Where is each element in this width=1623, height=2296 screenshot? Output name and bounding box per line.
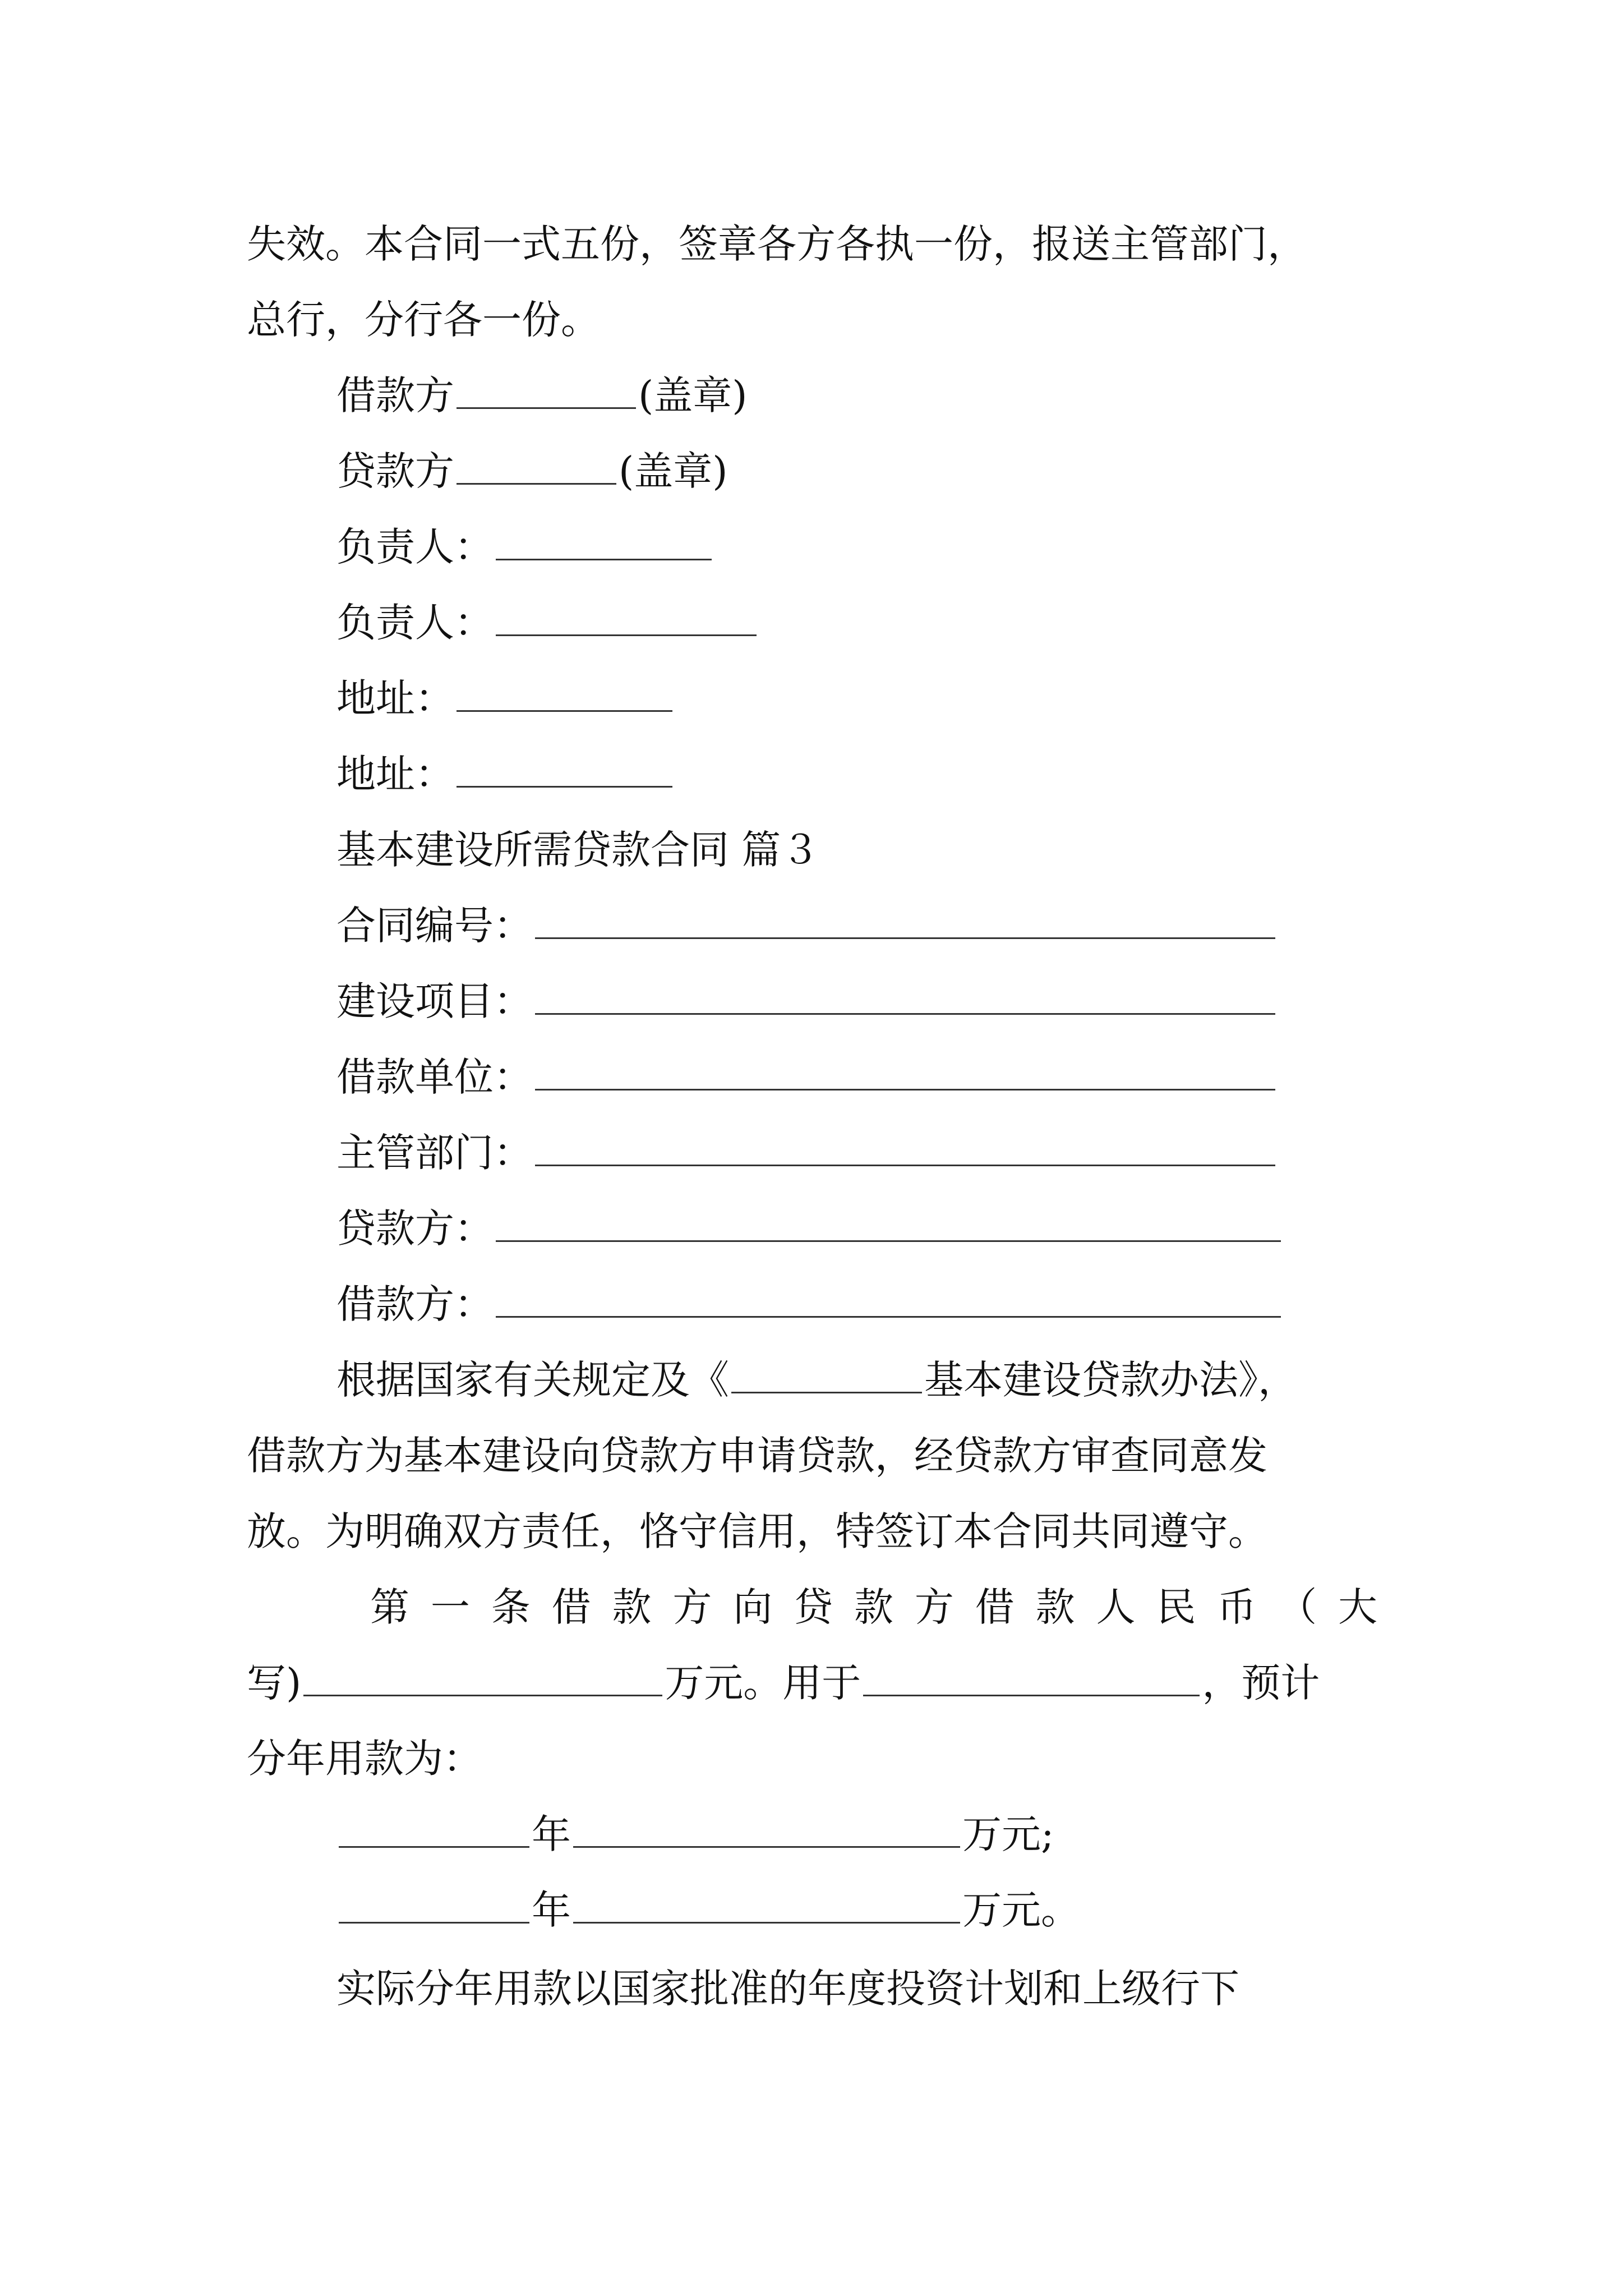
article-1-line-3: 分年用款为： <box>247 1736 482 1782</box>
year-blank-2[interactable] <box>339 1883 529 1924</box>
field-label: 主管部门： <box>336 1130 533 1176</box>
lender-label: 贷款方 <box>336 448 454 494</box>
address-line-2 <box>336 743 675 805</box>
lender-seal-line <box>336 440 728 502</box>
borrower-seal: (盖章) <box>638 372 748 418</box>
year-blank-1[interactable] <box>339 1807 529 1848</box>
address-blank-2[interactable] <box>457 747 672 788</box>
address-label: 地址： <box>336 751 454 797</box>
field-borrowing-unit <box>336 1046 1278 1108</box>
last-line: 实际分年用款以国家批准的年度投资计划和上级行下 <box>336 1966 1239 2012</box>
article-char: 一 <box>430 1584 470 1630</box>
address-line-1 <box>336 668 675 729</box>
lender-seal: (盖章) <box>619 448 728 494</box>
row-end-2: 万元。 <box>962 1887 1080 1933</box>
field-lender <box>336 1198 1283 1259</box>
article-char: 方 <box>914 1584 954 1630</box>
article-char: 第 <box>370 1584 409 1630</box>
borrower-field-blank[interactable] <box>496 1277 1281 1318</box>
field-label: 建设项目： <box>336 978 533 1024</box>
article-char: 款 <box>854 1584 893 1630</box>
article-1-line-2 <box>247 1652 1320 1714</box>
section-heading: 基本建设所需贷款合同 篇３ <box>336 827 820 873</box>
article-char: 人 <box>1096 1584 1136 1630</box>
article-1-line-1 <box>247 1576 1377 1638</box>
preamble-line-2: 借款方为基本建设向贷款方申请贷款，经贷款方审查同意发 <box>247 1433 1267 1479</box>
article-char: 借 <box>551 1584 591 1630</box>
department-blank[interactable] <box>535 1125 1275 1166</box>
field-borrower <box>336 1273 1283 1335</box>
principal-label: 负责人： <box>336 524 494 570</box>
preamble-text-b: 基本建设贷款办法》， <box>924 1357 1297 1403</box>
borrower-label: 借款方 <box>336 372 454 418</box>
closing-line-1: 失效。本合同一式五份，签章各方各执一份，报送主管部门， <box>247 221 1307 267</box>
principal-label: 负责人： <box>336 600 494 646</box>
article-char: 民 <box>1156 1584 1196 1630</box>
field-label: 借款方： <box>336 1281 494 1327</box>
borrowing-unit-blank[interactable] <box>535 1050 1275 1091</box>
field-label: 贷款方： <box>336 1205 494 1251</box>
borrower-blank[interactable] <box>457 368 636 409</box>
address-blank-1[interactable] <box>457 671 672 712</box>
article-text-b: 万元。用于 <box>665 1660 861 1706</box>
article-char: （ <box>1278 1584 1317 1630</box>
closing-line-2: 总行，分行各一份。 <box>247 297 600 343</box>
principal-blank-2[interactable] <box>496 595 757 636</box>
preamble-line-3: 放。为明确双方责任，恪守信用，特签订本合同共同遵守。 <box>247 1508 1267 1554</box>
year-label: 年 <box>532 1887 571 1933</box>
lender-blank[interactable] <box>457 444 616 485</box>
address-label: 地址： <box>336 675 454 721</box>
amount-blank[interactable] <box>303 1655 662 1696</box>
yearly-row-1 <box>336 1803 1054 1865</box>
field-label: 合同编号： <box>336 903 533 949</box>
field-label: 借款单位： <box>336 1054 533 1100</box>
purpose-blank[interactable] <box>863 1655 1200 1696</box>
project-blank[interactable] <box>535 974 1275 1015</box>
field-department <box>336 1122 1278 1184</box>
article-char: 向 <box>733 1584 773 1630</box>
article-char: 贷 <box>794 1584 833 1630</box>
amount-blank-1[interactable] <box>573 1807 960 1848</box>
preamble-text-a: 根据国家有关规定及《 <box>336 1357 729 1403</box>
article-char: 大 <box>1338 1584 1377 1630</box>
article-text-a: 写) <box>247 1660 302 1706</box>
yearly-row-2 <box>336 1879 1080 1941</box>
preamble-blank[interactable] <box>731 1352 922 1393</box>
year-label: 年 <box>532 1811 571 1857</box>
preamble-line-1 <box>336 1349 1297 1411</box>
article-char: 借 <box>975 1584 1015 1630</box>
article-char: 方 <box>672 1584 712 1630</box>
article-char: 款 <box>1035 1584 1075 1630</box>
principal-line-2 <box>336 592 759 654</box>
field-project <box>336 970 1278 1032</box>
lender-field-blank[interactable] <box>496 1201 1281 1242</box>
row-end-1: 万元; <box>962 1811 1054 1857</box>
amount-blank-2[interactable] <box>573 1883 960 1924</box>
field-contract-number <box>336 895 1278 956</box>
contract-number-blank[interactable] <box>535 898 1275 939</box>
article-char: 币 <box>1217 1584 1257 1630</box>
principal-line-1 <box>336 516 714 578</box>
article-char: 款 <box>612 1584 652 1630</box>
article-text-c: ，预计 <box>1202 1660 1320 1706</box>
principal-blank-1[interactable] <box>496 519 712 560</box>
article-char: 条 <box>491 1584 531 1630</box>
borrower-seal-line <box>336 365 748 426</box>
